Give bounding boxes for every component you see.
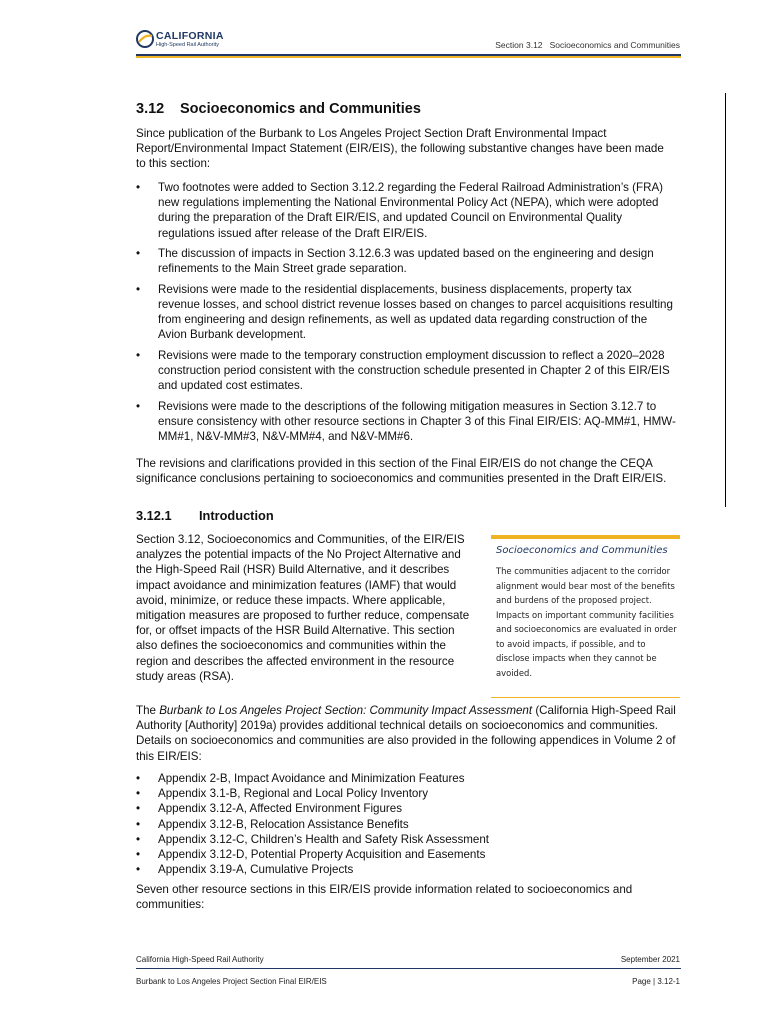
assessment-text: (California High-Speed Rail Authority [Authority] 2019a) provides additional technical details on socioeconomics and communities. Details on socioeconomics and communities are also provided in the following appendices in Volume 2 of this EIR/EIS: [136, 704, 676, 763]
assessment-paragraph [136, 703, 676, 764]
revisions-paragraph: The revisions and clarifications provided in this section of the Final EIR/EIS do not change the CEQA significance conclusions pertaining to socioeconomics and communities presented in the Draft EIR/EIS. [136, 457, 667, 486]
list-item: • Appendix 3.12-A, Affected Environment Figures [136, 801, 676, 816]
assessment-lead: The [136, 704, 160, 717]
list-item: • Two footnotes were added to Section 3.12.2 regarding the Federal Railroad Administration’s (FRA) new regulations implementing the National Environmental Policy Act (NEPA), which were adopted during the preparation of the Draft EIR/EIS, and updated Council on Environmental Quality regulations issued after release of the Draft EIR/EIS. [136, 180, 676, 241]
section-title: Socioeconomics and Communities [180, 101, 421, 117]
sidebar-callout [491, 535, 680, 698]
list-item: • Appendix 2-B, Impact Avoidance and Minimization Features [136, 771, 676, 786]
subsection-heading [136, 508, 274, 523]
subsection-title: Introduction [199, 508, 274, 523]
closing-paragraph: Seven other resource sections in this EIR/EIS provide information related to socioeconomics and communities: [136, 883, 633, 912]
section-heading [136, 101, 421, 117]
list-item: • Revisions were made to the temporary construction employment discussion to reflect a 2020–2028 construction period consistent with the construction schedule presented in Chapter 2 of this EIR/EIS and updated cost estimates. [136, 348, 676, 394]
list-item: • Appendix 3.19-A, Cumulative Projects [136, 862, 676, 877]
logo-swoosh-icon [136, 30, 154, 48]
list-item: • Appendix 3.12-B, Relocation Assistance Benefits [136, 817, 676, 832]
logo-name: CALIFORNIA [156, 30, 224, 42]
revision-change-bar [725, 93, 726, 507]
list-item: • Appendix 3.1-B, Regional and Local Policy Inventory [136, 786, 676, 801]
footer-document-title: Burbank to Los Angeles Project Section Final EIR/EIS [136, 977, 327, 986]
sidebar-title: Socioeconomics and Communities [496, 545, 668, 556]
appendices-list [136, 771, 676, 877]
list-item: • Appendix 3.12-D, Potential Property Acquisition and Easements [136, 847, 676, 862]
footer-page-number: Page | 3.12-1 [632, 977, 680, 986]
intro-paragraph: Since publication of the Burbank to Los Angeles Project Section Draft Environmental Impact Report/Environmental Impact Statement (EIR/EIS), the following substantive changes have been made to this section: [136, 127, 664, 171]
list-item: • Revisions were made to the residential displacements, business displacements, property tax revenue losses, and school district revenue losses based on changes to parcel acquisitions resulting from engineering and design refinements, as well as updated data regarding construction of the Avion Burbank development. [136, 282, 676, 343]
logo-subtitle: High-Speed Rail Authority [156, 42, 219, 48]
running-header: Section 3.12 Socioeconomics and Communities [495, 40, 680, 50]
footer-date: September 2021 [620, 955, 680, 964]
section-number: 3.12 [136, 101, 165, 117]
list-item: • Revisions were made to the descriptions of the following mitigation measures in Section 3.12.7 to ensure consistency with other resource sections in Chapter 3 of this Final EIR/EIS: AQ-MM#1, HMW-MM#1, N&V-MM#3, N&V-MM#4, and N&V-MM#6. [136, 399, 676, 445]
footer-organization: California High-Speed Rail Authority [136, 955, 264, 964]
sidebar-body: The communities adjacent to the corridor alignment would bear most of the benefits and burdens of the proposed project. Impacts on important community facilities and socioeconomics are evaluated in order to avoid impacts, if possible, and to disclose impacts when they cannot be avoided. [496, 566, 677, 678]
header-accent-rule [136, 56, 681, 58]
changes-list [136, 180, 676, 450]
report-title: Burbank to Los Angeles Project Section: Community Impact Assessment [159, 704, 533, 717]
subsection-number: 3.12.1 [136, 508, 172, 523]
authority-logo [136, 30, 246, 52]
list-item: • Appendix 3.12-C, Children’s Health and Safety Risk Assessment [136, 832, 676, 847]
footer-rule [136, 968, 681, 969]
list-item: • The discussion of impacts in Section 3.12.6.3 was updated based on the engineering and design refinements to the Main Street grade separation. [136, 246, 676, 276]
introduction-text: Section 3.12, Socioeconomics and Communities, of the EIR/EIS analyzes the potential impacts of the No Project Alternative and the High-Speed Rail (HSR) Build Alternative, and it describes impact avoidance and minimization features (IAMF) that would avoid, minimize, or reduce these impacts. Where applicable, mitigation measures are proposed to further reduce, compensate for, or offset impacts of the HSR Build Alternative. This section also defines the socioeconomics and communities within the region and describes the affected environment in the resource study areas (RSA). [136, 533, 470, 683]
